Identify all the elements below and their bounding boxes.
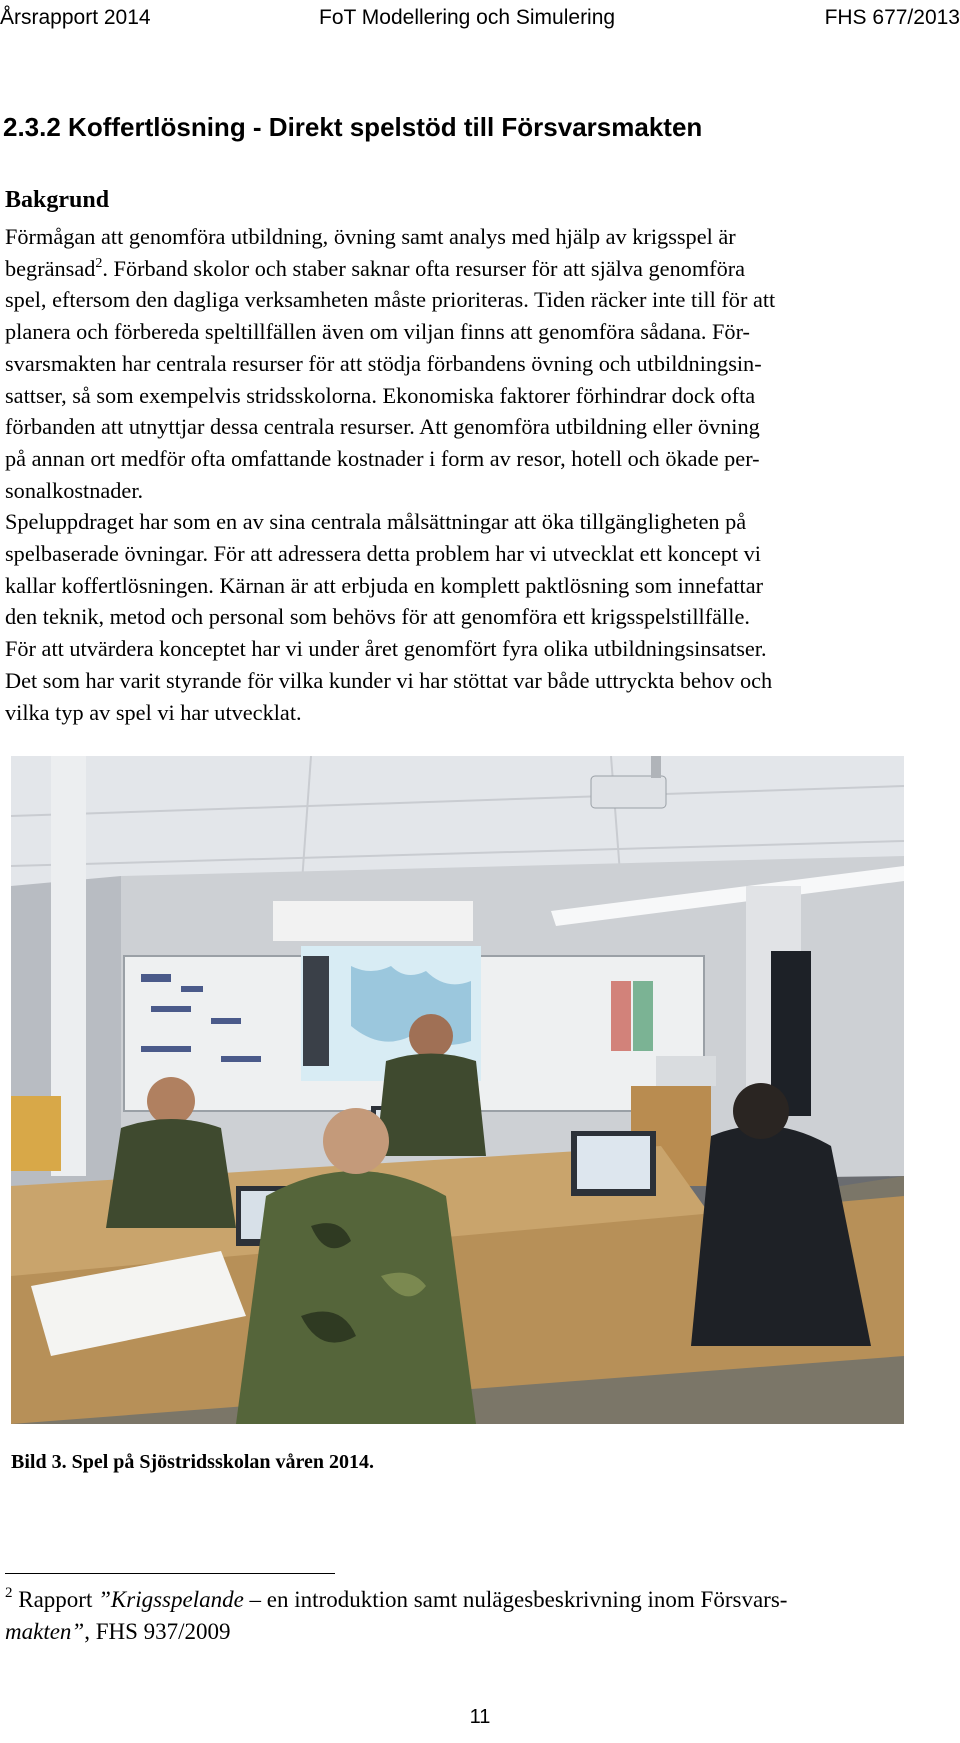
footnote-reference[interactable]: 2 — [95, 255, 103, 271]
body-line: den teknik, metod och personal som behövs för att genomföra ett krigsspelstillfälle. — [5, 604, 750, 630]
header-document-id: FHS 677/2013 — [824, 6, 960, 29]
body-line: Förmågan att genomföra utbildning, övning samt analys med hjälp av krigsspel är — [5, 224, 736, 249]
body-line: För att utvärdera konceptet har vi under året genomfört fyra olika utbildningsinsatser. — [5, 636, 767, 662]
body-line: på annan ort medför ofta omfattande kostnader i form av resor, hotell och ökade per- — [5, 445, 760, 471]
section-title: 2.3.2 Koffertlösning - Direkt spelstöd till Försvarsmakten — [3, 112, 703, 142]
page-number: 11 — [469, 1706, 491, 1728]
body-line: planera och förbereda speltillfällen även om viljan finns att genomföra sådana. För- — [5, 319, 750, 345]
body-line-prefix: begränsad — [5, 255, 96, 281]
footnote-reference-id: , FHS 937/2009 — [84, 1619, 231, 1644]
subheading-background: Bakgrund — [5, 187, 110, 213]
body-line: Det som har varit styrande för vilka kunder vi har stöttat var både uttryckta behov och — [5, 667, 773, 693]
classroom-illustration — [11, 756, 904, 1424]
body-line: svarsmakten har centrala resurser för att stödja förbandens övning och utbildningsin- — [5, 350, 762, 376]
body-text — [5, 221, 955, 728]
footnote-text-a: Rapport — [18, 1587, 99, 1612]
body-line-rest: . Förband skolor och staber saknar ofta resurser för att själva genomföra — [102, 255, 746, 281]
footnote — [5, 1584, 955, 1648]
body-line: spel, eftersom den dagliga verksamheten måste prioriteras. Tiden räcker inte till för att — [5, 287, 776, 313]
figure-caption: Bild 3. Spel på Sjöstridsskolan våren 2014. — [11, 1451, 375, 1473]
header-report-year: Årsrapport 2014 — [0, 6, 151, 29]
body-line: Speluppdraget har som en av sina centrala målsättningar att öka tillgängligheten på — [5, 509, 747, 535]
body-line: vilka typ av spel vi har utvecklat. — [5, 699, 302, 725]
footnote-number: 2 — [5, 1585, 13, 1601]
body-line: sonalkostnader. — [5, 477, 144, 503]
footnote-line-2 — [5, 1616, 955, 1648]
footnote-text-b: – en introduktion samt nulägesbeskrivning inom Försvars- — [243, 1587, 788, 1612]
header-program-title: FoT Modellering och Simulering — [319, 6, 616, 29]
body-line-with-footnote — [5, 253, 955, 285]
footnote-divider — [5, 1573, 335, 1574]
body-line: förbanden att utnyttjar dessa centrala resurser. Att genomföra utbildning eller övning — [5, 414, 760, 440]
footnote-title-start: ”Krigsspelande — [98, 1587, 244, 1612]
footnote-title-end: makten” — [5, 1619, 85, 1644]
body-line: sattser, så som exempelvis stridsskolorna. Ekonomiska faktorer förhindrar dock ofta — [5, 382, 756, 408]
classroom-photo — [11, 756, 904, 1424]
running-header — [0, 0, 960, 34]
footnote-line-1 — [5, 1584, 955, 1616]
body-line: kallar koffertlösningen. Kärnan är att erbjuda en komplett paktlösning som innefattar — [5, 572, 764, 598]
body-line: spelbaserade övningar. För att adressera detta problem har vi utvecklat ett koncept vi — [5, 541, 761, 567]
